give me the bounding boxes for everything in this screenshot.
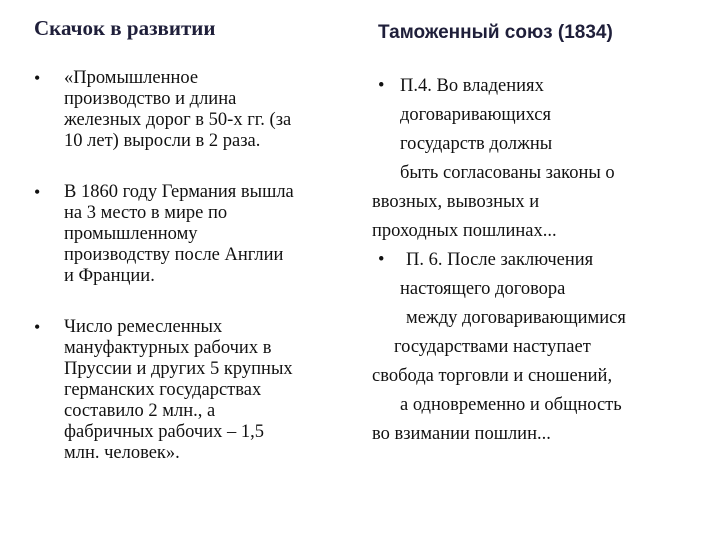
right-line: государств должны	[400, 134, 553, 154]
bullet-icon: •	[378, 250, 385, 270]
bullet-icon: •	[34, 182, 41, 202]
bullet-line: млн. человек».	[64, 443, 180, 463]
bullet-line: 10 лет) выросли в 2 раза.	[64, 131, 261, 151]
bullet-item	[30, 182, 350, 287]
bullet-line: В 1860 году Германия вышла	[64, 182, 294, 202]
right-line: настоящего договора	[400, 279, 566, 299]
left-column	[30, 68, 350, 494]
right-line: свобода торговли и сношений,	[372, 366, 613, 386]
right-line-text: П.4. Во владениях	[400, 76, 544, 96]
bullet-line: и Франции.	[64, 266, 155, 286]
bullet-item	[30, 68, 350, 152]
bullet-line: производство и длина	[64, 89, 237, 109]
bullet-line: производству после Англии	[64, 245, 284, 265]
right-line: быть согласованы законы о	[400, 163, 615, 183]
bullet-line: мануфактурных рабочих в	[64, 338, 272, 358]
right-line-text: П. 6. После заключения	[406, 250, 594, 270]
right-line: между договаривающимися	[406, 308, 626, 328]
bullet-line: фабричных рабочих – 1,5	[64, 422, 264, 442]
bullet-line: «Промышленное	[64, 68, 199, 88]
right-column-title: Таможенный союз (1834)	[378, 22, 613, 43]
bullet-line: на 3 место в мире по	[64, 203, 228, 223]
right-bullet-line	[372, 72, 702, 101]
bullet-line: Число ремесленных	[64, 317, 223, 337]
right-line: во взимании пошлин...	[372, 424, 551, 444]
bullet-icon: •	[34, 317, 41, 337]
bullet-line: железных дорог в 50-х гг. (за	[64, 110, 292, 130]
right-line: государствами наступает	[394, 337, 591, 357]
bullet-icon: •	[34, 68, 41, 88]
bullet-line: промышленному	[64, 224, 198, 244]
right-bullet-line	[372, 246, 702, 275]
right-line: ввозных, вывозных и	[372, 192, 540, 212]
bullet-line: Пруссии и других 5 крупных	[64, 359, 293, 379]
bullet-item	[30, 317, 350, 464]
right-column	[372, 72, 702, 449]
bullet-line: составило 2 млн., а	[64, 401, 216, 421]
left-column-title: Скачок в развитии	[34, 16, 216, 40]
bullet-line: германских государствах	[64, 380, 262, 400]
bullet-icon: •	[378, 76, 385, 96]
right-line: проходных пошлинах...	[372, 221, 557, 241]
right-line: а одновременно и общность	[400, 395, 622, 415]
right-line: договаривающихся	[400, 105, 551, 125]
